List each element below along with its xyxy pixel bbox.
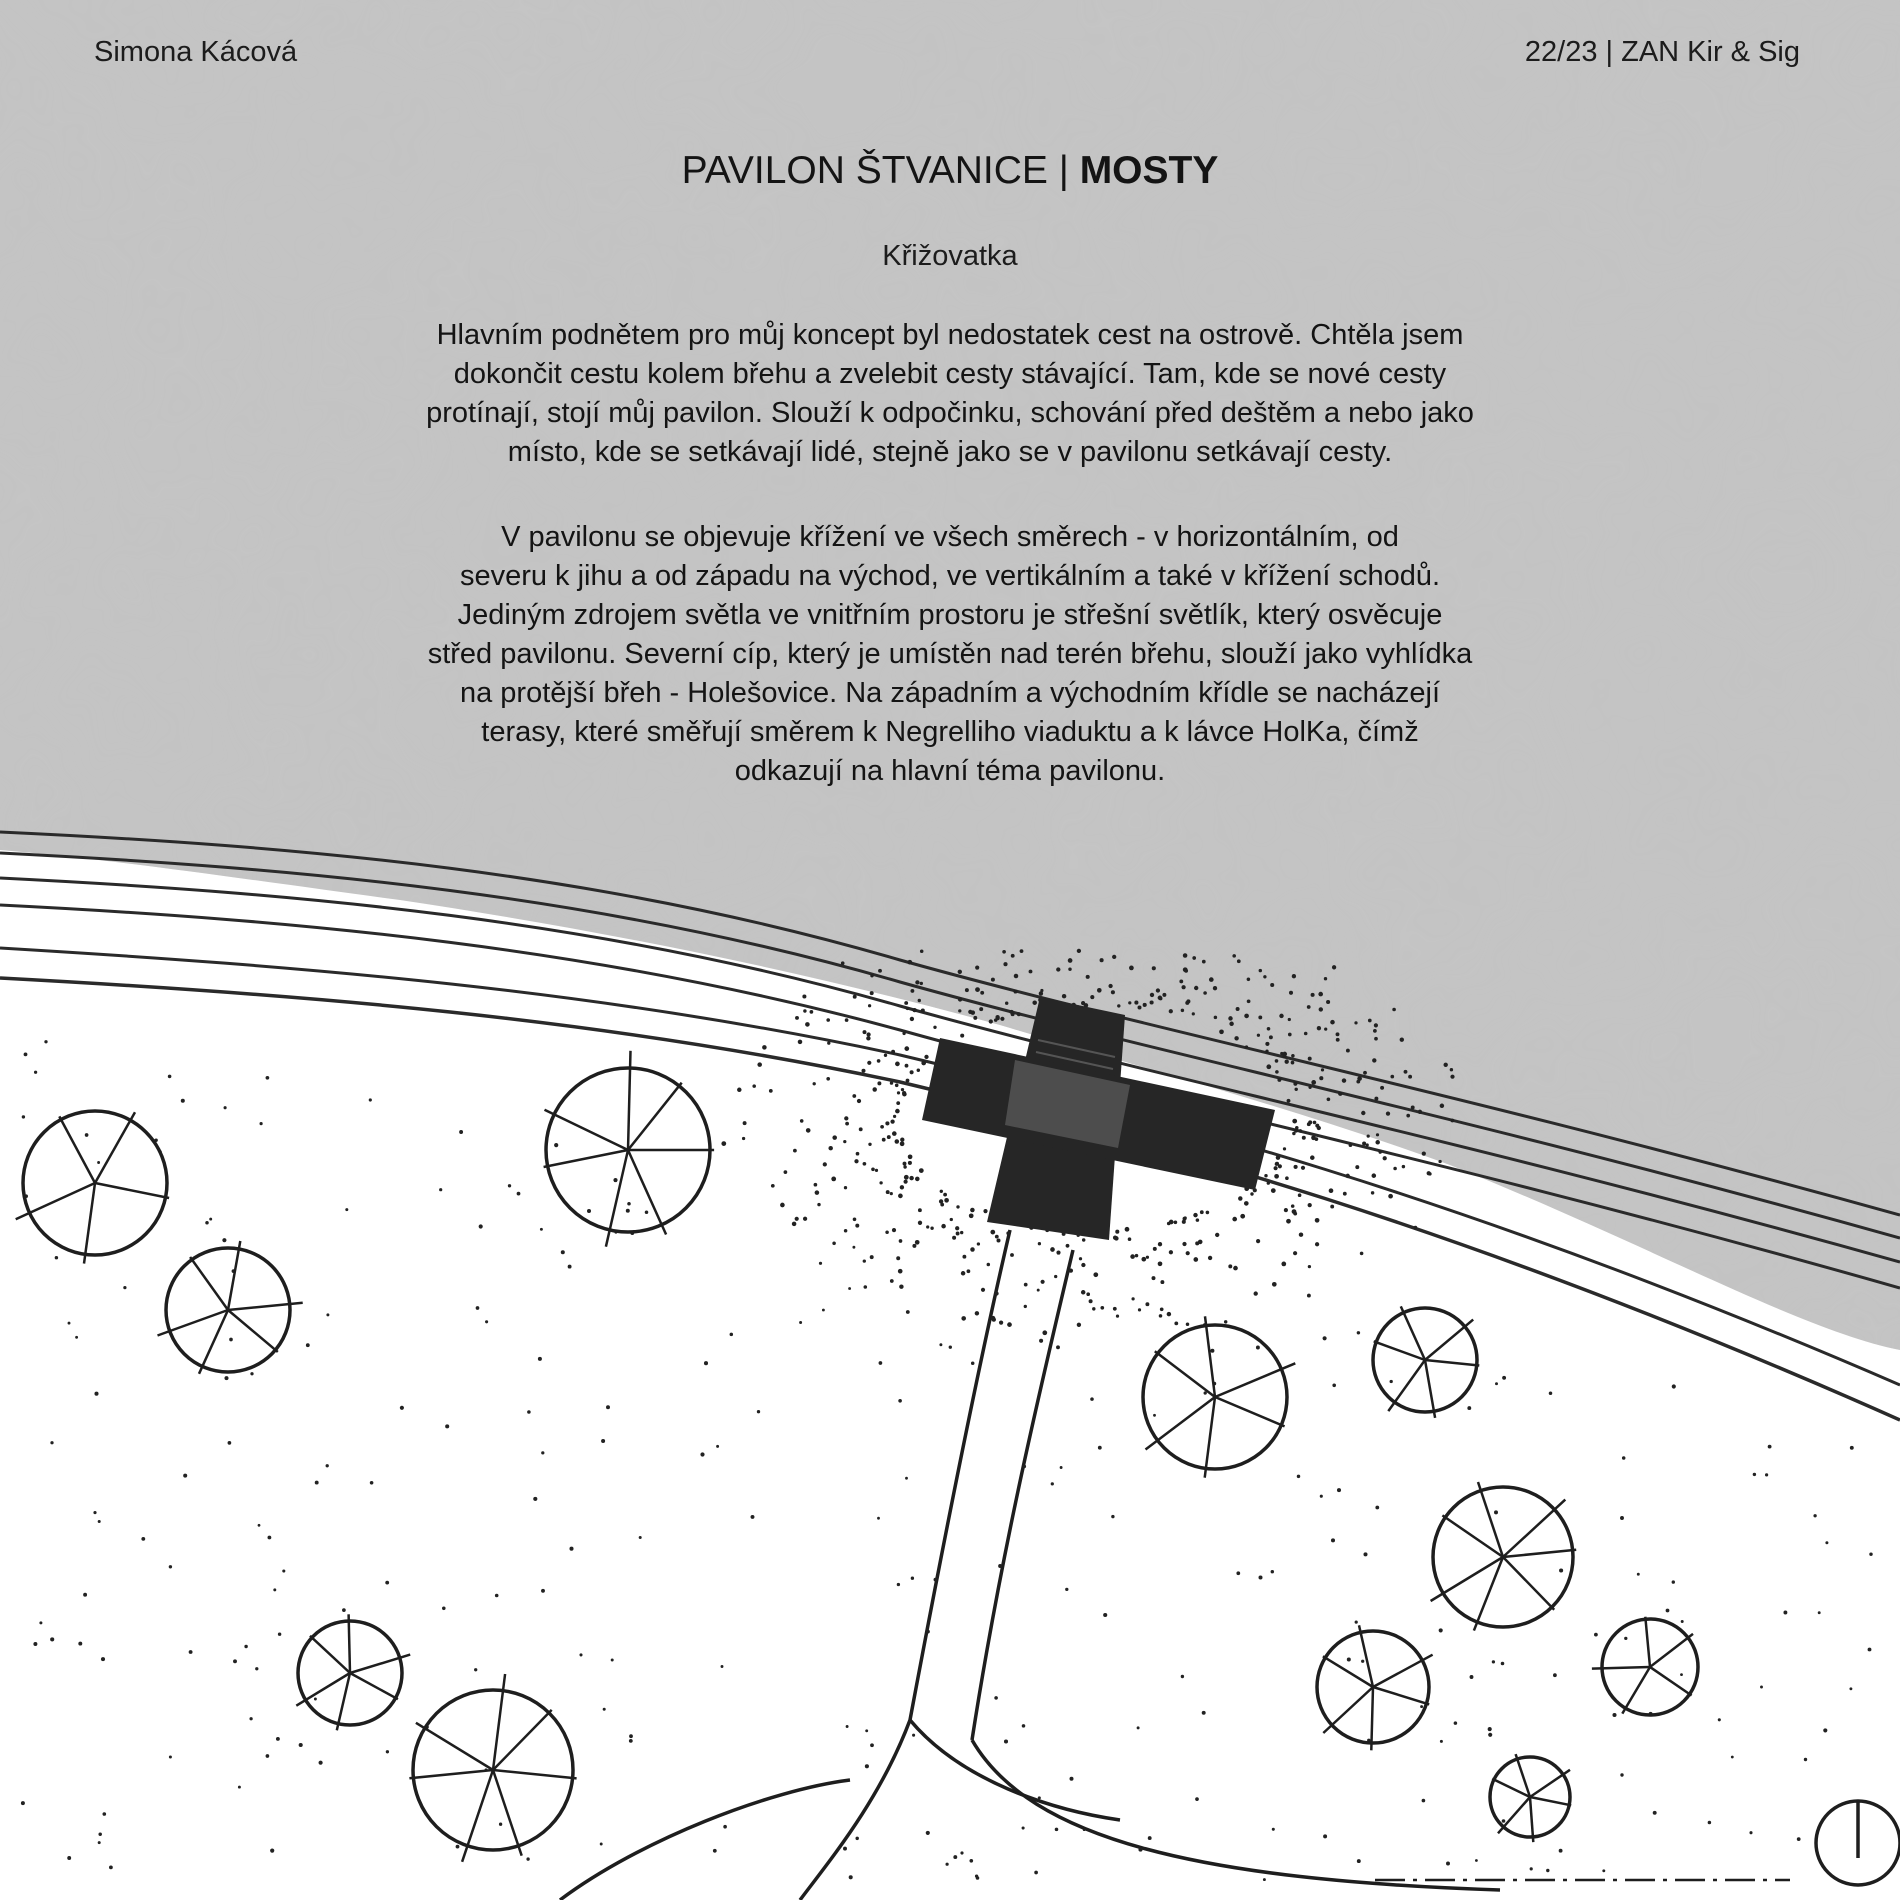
page-title — [0, 148, 1900, 194]
text-line: Hlavním podnětem pro můj koncept byl nedostatek cest na ostrově. Chtěla jsem — [436, 319, 1464, 351]
text-line: protínají, stojí můj pavilon. Slouží k odpočinku, schování před deštěm a nebo jako — [426, 397, 1474, 429]
north-arrow-icon — [1816, 1801, 1900, 1885]
tree-icon — [1431, 1482, 1577, 1631]
tree-icon — [409, 1674, 576, 1862]
title-bold: MOSTY — [1079, 149, 1219, 192]
tree-icon — [296, 1614, 410, 1730]
title-main: PAVILON ŠTVANICE | — [681, 149, 1080, 192]
text-line: severu k jihu a od západu na východ, ve vertikálním a také v křížení schodů. — [459, 560, 1441, 592]
tree-icon — [1317, 1625, 1433, 1750]
course-label: 22/23 | ZAN Kir & Sig — [1524, 36, 1800, 68]
text-line: terasy, které směřují směrem k Negrelliho viaduktu a k lávce HolKa, čímž — [481, 716, 1419, 748]
tree-icon — [1143, 1316, 1295, 1477]
text-line: Jediným zdrojem světla ve vnitřním prostoru je střešní světlík, který osvěcuje — [457, 599, 1443, 631]
tree-icon — [158, 1241, 303, 1374]
tree-icon — [1592, 1617, 1698, 1715]
text-line: dokončit cestu kolem břehu a zvelebit cesty stávající. Tam, kde se nové cesty — [453, 358, 1447, 390]
paragraph-description — [300, 518, 1600, 791]
tree-icon — [544, 1051, 715, 1247]
page-subtitle: Křižovatka — [882, 240, 1018, 272]
text-line: střed pavilonu. Severní cíp, který je umístěn nad terén břehu, slouží jako vyhlídka — [427, 638, 1473, 670]
tree-icon — [1490, 1754, 1571, 1842]
tree-icon — [16, 1111, 169, 1264]
text-line: odkazují na hlavní téma pavilonu. — [734, 755, 1166, 787]
walking-paths — [560, 1230, 1790, 1900]
tree-icon — [1373, 1306, 1479, 1418]
text-line: na protější břeh - Holešovice. Na západním a východním křídle se nacházejí — [459, 677, 1441, 709]
text-line: V pavilonu se objevuje křížení ve všech směrech - v horizontálním, od — [501, 521, 1399, 553]
text-line: místo, kde se setkávají lidé, stejně jako se v pavilonu setkávají cesty. — [507, 436, 1393, 468]
paragraph-concept — [300, 316, 1600, 472]
tree-symbols — [16, 1051, 1698, 1862]
author-name: Simona Kácová — [94, 36, 298, 68]
